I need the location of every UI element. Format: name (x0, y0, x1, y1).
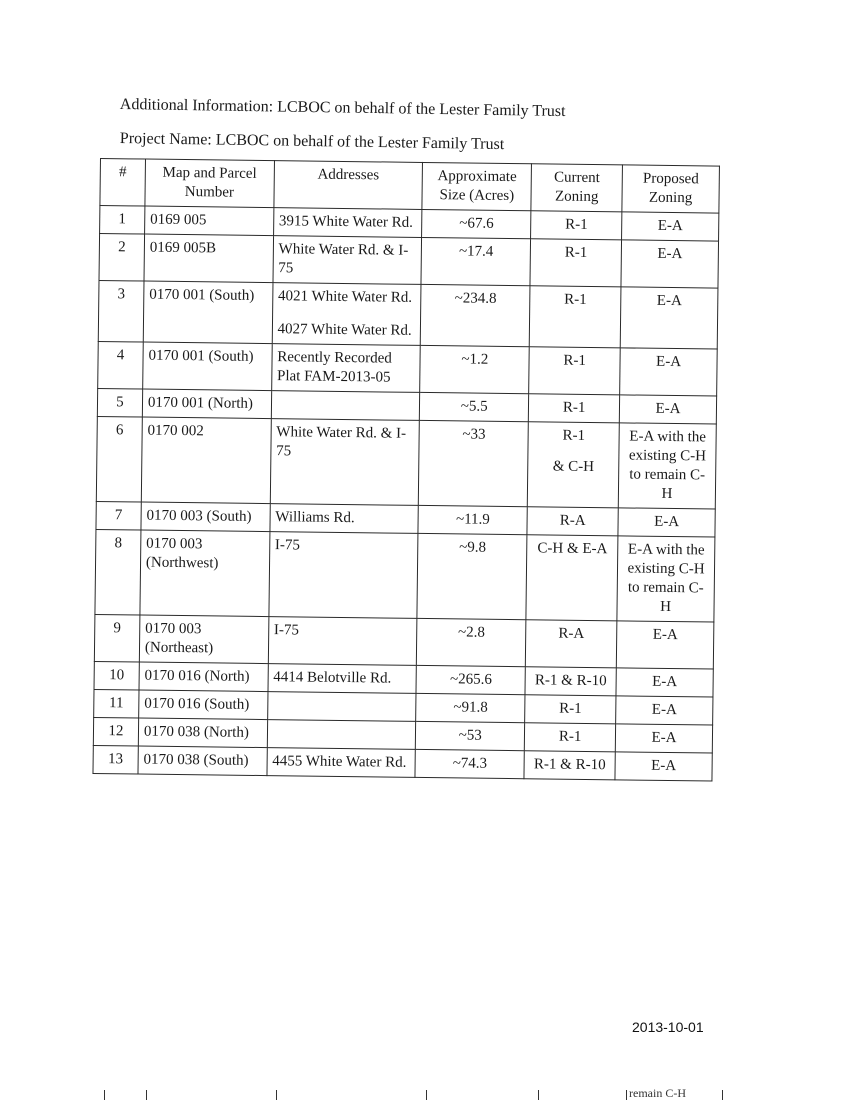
proposed-zoning-cell: E-A (621, 240, 718, 288)
addresses-cell (268, 617, 417, 666)
proposed-zoning-cell: E-A (618, 508, 715, 537)
map-parcel-cell: 0170 001 (South) (143, 342, 272, 391)
row-number: 9 (94, 614, 139, 662)
address-line: White Water Rd. & I-75 (276, 424, 407, 460)
current-zoning-value: R-A (558, 625, 585, 642)
map-parcel-cell: 0170 003 (South) (141, 502, 270, 532)
proposed-zoning-cell: E-A (620, 348, 717, 396)
row-number: 5 (97, 388, 142, 417)
addresses-cell (273, 208, 422, 238)
current-zoning-cell (525, 667, 616, 696)
map-parcel-cell: 0170 001 (North) (142, 389, 271, 419)
address-line (277, 395, 415, 397)
current-zoning-cell (529, 347, 620, 395)
current-zoning-cell (530, 239, 621, 287)
current-zoning-cell (524, 751, 615, 780)
size-cell: ~53 (416, 721, 525, 750)
size-cell: ~67.6 (422, 209, 531, 238)
col-size: Approximate Size (Acres) (422, 162, 531, 210)
addresses-cell (269, 532, 419, 619)
map-parcel-cell: 0170 003 (Northeast) (139, 615, 268, 664)
additional-information: Additional Information: LCBOC on behalf of the Lester Family Trust (119, 96, 566, 120)
current-zoning-cell (525, 723, 616, 752)
addresses-cell (271, 344, 420, 393)
proposed-zoning-cell: E-A (619, 395, 716, 424)
proposed-zoning-cell: E-A (615, 724, 712, 753)
col-map-parcel: Map and Parcel Number (145, 159, 274, 208)
current-zoning-value: R-A (559, 512, 586, 529)
addresses-cell (273, 236, 422, 285)
table-row (95, 529, 715, 622)
proposed-zoning-cell: E-A (615, 752, 712, 781)
map-parcel-cell: 0170 002 (141, 417, 271, 504)
current-zoning-cell (526, 535, 618, 621)
map-parcel-cell: 0170 016 (North) (139, 662, 268, 692)
row-number: 1 (100, 206, 145, 235)
size-cell: ~265.6 (416, 665, 525, 694)
size-cell: ~17.4 (421, 237, 530, 285)
size-cell: ~91.8 (416, 693, 525, 722)
table-header (100, 159, 720, 214)
proposed-zoning-cell: E-A (616, 668, 713, 697)
addresses-cell (270, 504, 419, 534)
current-zoning-cell (529, 394, 620, 423)
current-zoning-cell (531, 211, 622, 240)
bleed-tick (104, 1090, 105, 1100)
addresses-cell (268, 664, 417, 694)
address-line (273, 724, 411, 726)
row-number: 2 (99, 234, 144, 282)
address-line (273, 696, 411, 698)
row-number: 13 (93, 745, 138, 774)
table-row (98, 280, 718, 349)
size-cell: ~9.8 (417, 533, 527, 619)
current-zoning-value: R-1 (565, 216, 588, 233)
table-row (99, 234, 719, 289)
bleed-tick (276, 1090, 277, 1100)
map-parcel-cell: 0170 001 (South) (143, 281, 273, 344)
col-current-zoning: Current Zoning (531, 164, 622, 212)
addresses-cell (270, 419, 420, 506)
current-zoning-value: R-1 (562, 399, 586, 416)
map-parcel-cell: 0169 005B (144, 234, 273, 283)
document-date: 2013-10-01 (632, 1019, 704, 1035)
addresses-cell (267, 692, 416, 722)
addresses-cell (271, 391, 420, 421)
map-parcel-cell: 0169 005 (144, 206, 273, 236)
address-line: Williams Rd. (275, 509, 355, 527)
address-line: White Water Rd. & I-75 (278, 241, 409, 277)
table-row (96, 416, 716, 509)
col-proposed-zoning: Proposed Zoning (622, 165, 719, 213)
size-cell: ~11.9 (418, 505, 527, 534)
address-line: Recently Recorded Plat FAM-2013-05 (276, 349, 392, 386)
current-zoning-value: R-1 (564, 244, 588, 261)
proposed-zoning-cell: E-A (616, 696, 713, 725)
current-zoning-value: R-1 & R-10 (533, 756, 606, 774)
proposed-zoning-cell: E-A with the existing C-H to remain C-H (617, 536, 715, 622)
current-zoning-cell (528, 422, 620, 508)
size-cell: ~33 (419, 420, 529, 506)
header-row (100, 159, 720, 214)
current-zoning-value: R-1 (563, 352, 587, 369)
row-number: 10 (94, 661, 139, 690)
proposed-zoning-cell: E-A (622, 212, 719, 241)
current-zoning-value: C-H & E-A (537, 540, 608, 558)
address-line: 4027 White Water Rd. (277, 321, 412, 339)
current-zoning-cell (527, 507, 618, 536)
row-number: 12 (93, 717, 138, 746)
address-line: I-75 (274, 537, 301, 554)
row-number: 6 (96, 416, 142, 502)
size-cell: ~234.8 (421, 284, 531, 346)
bleed-tick (626, 1090, 627, 1100)
table-row (98, 341, 718, 396)
bleed-tick (722, 1090, 723, 1100)
current-zoning-cell (529, 286, 621, 348)
size-cell: ~74.3 (415, 749, 524, 778)
address-line: 4021 White Water Rd. (277, 288, 413, 306)
current-zoning-cell (525, 695, 616, 724)
bleed-tick (146, 1090, 147, 1100)
current-zoning-value: & C-H (552, 458, 595, 476)
map-parcel-cell: 0170 038 (North) (138, 718, 267, 748)
bleed-tick (426, 1090, 427, 1100)
bleed-tick (538, 1090, 539, 1100)
project-name: Project Name: LCBOC on behalf of the Lester Family Trust (119, 130, 505, 154)
table-row (94, 614, 714, 669)
addresses-cell (267, 720, 416, 750)
col-number: # (100, 159, 145, 207)
parcel-table (92, 158, 719, 782)
row-number: 8 (95, 529, 141, 615)
proposed-zoning-cell: E-A (616, 621, 713, 669)
address-line: 3915 White Water Rd. (278, 213, 414, 231)
address-line: 4455 White Water Rd. (272, 753, 407, 771)
row-number: 7 (96, 501, 141, 530)
addresses-cell (267, 748, 416, 778)
parcel-table-container (92, 158, 719, 782)
table-body (93, 206, 719, 782)
col-addresses: Addresses (274, 161, 423, 210)
next-page-bleed (96, 1088, 736, 1100)
row-number: 4 (98, 341, 143, 389)
size-cell: ~1.2 (420, 345, 529, 393)
map-parcel-cell: 0170 003 (Northwest) (140, 530, 270, 617)
current-zoning-value: R-1 & R-10 (534, 672, 607, 690)
current-zoning-value: R-1 (558, 728, 582, 745)
current-zoning-value: R-1 (564, 291, 587, 308)
proposed-zoning-cell: E-A with the existing C-H to remain C-H (618, 423, 716, 509)
current-zoning-cell (526, 620, 617, 668)
row-number: 3 (98, 280, 144, 342)
address-line: I-75 (273, 622, 300, 639)
addresses-cell (272, 283, 421, 346)
current-zoning-value: R-1 (562, 427, 586, 444)
size-cell: ~5.5 (420, 392, 529, 421)
current-zoning-value: R-1 (559, 700, 582, 717)
map-parcel-cell: 0170 038 (South) (138, 746, 267, 776)
address-line: 4414 Belotville Rd. (273, 669, 392, 687)
bleed-text: remain C-H (629, 1086, 686, 1100)
map-parcel-cell: 0170 016 (South) (139, 690, 268, 720)
size-cell: ~2.8 (417, 618, 526, 666)
proposed-zoning-cell: E-A (620, 287, 718, 349)
row-number: 11 (94, 689, 139, 718)
